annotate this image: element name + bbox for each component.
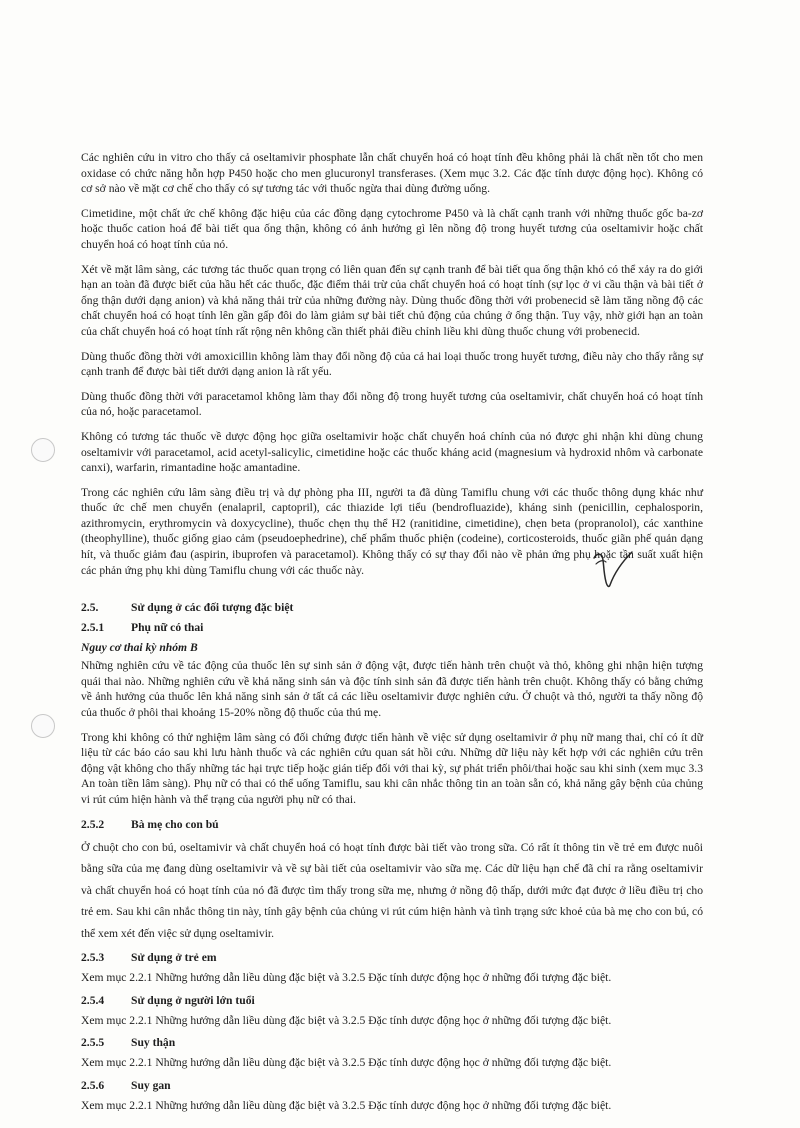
paragraph: Không có tương tác thuốc về dược động học giữa oseltamivir hoặc chất chuyển hoá chính của nó được ghi nhận khi dùng chung oseltamivir với paracetamol, acid acetyl-salicylic, cimetidine hoặc các thuốc kháng acid (magnesium và hydroxid nhôm và carbonate canxi), warfarin, rimantadine hoặc amantadine.: [81, 429, 703, 475]
section-title: Sử dụng ở các đối tượng đặc biệt: [131, 601, 294, 615]
section-heading-2-5-4: [81, 993, 703, 1009]
section-heading-2-5-3: [81, 950, 703, 966]
section-title: Phụ nữ có thai: [131, 621, 204, 635]
section-heading-2-5-2: [81, 817, 703, 833]
section-heading-2-5-1: [81, 620, 703, 636]
paragraph: Ở chuột cho con bú, oseltamivir và chất chuyển hoá có hoạt tính được bài tiết vào trong sữa. Có rất ít thông tin về trẻ em được nuôi bằng sữa của mẹ đang dùng oseltamivir và về sự bài tiết của oseltamivir vào sữa mẹ. Các dữ liệu hạn chế đã chỉ ra rằng oseltamivir và chất chuyển hoá có hoạt tính của nó đã được tìm thấy trong sữa mẹ, nhưng ở nồng độ thấp, dưới mức đạt được ở liều điều trị cho trẻ em. Sau khi cân nhắc thông tin này, tính gây bệnh của chủng vi rút cúm hiện hành và tình trạng sức khoẻ của bà mẹ cho con bú, có thể xem xét đến việc sử dụng oseltamivir.: [81, 840, 703, 940]
section-number: 2.5.: [81, 601, 99, 615]
paragraph: Các nghiên cứu in vitro cho thấy cả oseltamivir phosphate lẫn chất chuyển hoá có hoạt tính đều không phải là chất nền tốt cho men oxidase có chức năng hỗn hợp P450 hoặc cho men glucuronyl transferases. (Xem mục 3.2. Các đặc tính dược động học). Không có cơ sở nào về mặt cơ chế cho thấy có sự tương tác với thuốc ngừa thai dùng đường uống.: [81, 151, 703, 196]
pregnancy-category-subtitle: Nguy cơ thai kỳ nhóm B: [81, 641, 198, 655]
document-page: [81, 150, 703, 1120]
section-number: 2.5.4: [81, 993, 105, 1007]
paragraph: Xét về mặt lâm sàng, các tương tác thuốc quan trọng có liên quan đến sự cạnh tranh để bài tiết qua ống thận khó có thể xảy ra do giới hạn an toàn đã được biết của hầu hết các thuốc, đặc điểm thải trừ của chất chuyển hoá có hoạt tính (sự lọc ở vi cầu thận và bài tiết ở ống thận dưới dạng anion) và khả năng thải trừ của những đường này. Dùng thuốc đồng thời với probenecid sẽ làm tăng nồng độ các chất chuyển hoá có hoạt tính lên gần gấp đôi do làm giảm sự bài tiết chủ động của chúng ở ống thận. Tuy vậy, nhờ giới hạn an toàn của chất chuyển hoá có hoạt tính rất rộng nên không cần thiết phải điều chỉnh liều khi dùng thuốc chung với probenecid.: [81, 262, 703, 338]
paragraph: Dùng thuốc đồng thời với amoxicillin không làm thay đổi nồng độ của cả hai loại thuốc trong huyết tương, điều này cho thấy rằng sự cạnh tranh để được bài tiết dưới dạng anion là rất yếu.: [81, 349, 703, 379]
section-number: 2.5.6: [81, 1078, 105, 1092]
section-heading-2-5: [81, 600, 703, 616]
paragraph: Trong các nghiên cứu lâm sàng điều trị và dự phòng pha III, người ta đã dùng Tamiflu chung với các thuốc thông dụng khác như thuốc ức chế men chuyển (enalapril, captopril), các thiazide lợi tiểu (bendrofluazide), kháng sinh (penicillin, cephalosporin, azithromycin, erythromycin và doxycycline), thuốc chẹn thụ thể H2 (ranitidine, cimetidine), chẹn beta (propranolol), các xanthine (theophylline), thuốc giống giao cảm (pseudoephedrine), chế phẩm thuốc phiện (codeine), corticosteroids, thuốc giãn phế quản dạng hít, và thuốc giảm đau (aspirin, ibuprofen và paracetamol). Không thấy có sự thay đổi nào về phản ứng phụ hoặc tần suất xuất hiện các phản ứng phụ khi dùng Tamiflu chung với các thuốc này.: [81, 485, 703, 577]
section-number: 2.5.5: [81, 1036, 105, 1050]
section-title: Sử dụng ở người lớn tuổi: [131, 993, 255, 1007]
section-title: Sử dụng ở trẻ em: [131, 951, 217, 965]
section-title: Suy gan: [131, 1078, 171, 1092]
punch-hole-icon: [31, 438, 55, 462]
paragraph: Cimetidine, một chất ức chế không đặc hiệu của các đồng dạng cytochrome P450 và là chất cạnh tranh với những thuốc gốc ba-zơ hoặc thuốc cation hoá để bài tiết qua ống thận, không có ảnh hưởng gì lên nồng độ trong huyết tương của oseltamivir hoặc chất chuyển hoá có hoạt tính của nó.: [81, 206, 703, 251]
section-heading-2-5-6: [81, 1078, 703, 1094]
section-heading-2-5-5: [81, 1035, 703, 1051]
paragraph: Xem mục 2.2.1 Những hướng dẫn liều dùng đặc biệt và 3.2.5 Đặc tính dược động học ở những đối tượng đặc biệt.: [81, 1098, 612, 1112]
section-number: 2.5.3: [81, 951, 105, 965]
paragraph: Trong khi không có thử nghiệm lâm sàng có đối chứng được tiến hành về việc sử dụng oseltamivir ở phụ nữ mang thai, chỉ có ít dữ liệu từ các báo cáo sau khi lưu hành thuốc và các nghiên cứu quan sát hồi cứu. Những dữ liệu này kết hợp với các nghiên cứu trên động vật không cho thấy những tác hại trực tiếp hoặc gián tiếp đối với thai kỳ, sự phát triển phôi/thai hoặc sau khi sinh (xem mục 3.3 An toàn tiền lâm sàng). Phụ nữ có thai có thể uống Tamiflu, sau khi cân nhắc thông tin an toàn sẵn có, khả năng gây bệnh của chủng vi rút cúm hiện hành và thể trạng của người phụ nữ có thai.: [81, 730, 703, 806]
section-title: Bà mẹ cho con bú: [131, 817, 219, 831]
paragraph: Dùng thuốc đồng thời với paracetamol không làm thay đổi nồng độ trong huyết tương của oseltamivir, chất chuyển hoá có hoạt tính của nó, hoặc paracetamol.: [81, 389, 703, 419]
section-number: 2.5.1: [81, 621, 105, 635]
section-title: Suy thận: [131, 1036, 176, 1050]
section-number: 2.5.2: [81, 817, 105, 831]
paragraph: Xem mục 2.2.1 Những hướng dẫn liều dùng đặc biệt và 3.2.5 Đặc tính dược động học ở những đối tượng đặc biệt.: [81, 1056, 612, 1070]
punch-hole-icon: [31, 714, 55, 738]
paragraph: Những nghiên cứu về tác động của thuốc lên sự sinh sản ở động vật, được tiến hành trên chuột và thỏ, không ghi nhận hiện tượng quái thai nào. Những nghiên cứu về khả năng sinh sản và độc tính sinh sản đã được tiến hành trên chuột. Không thấy có bằng chứng về ảnh hưởng của thuốc lên khả năng sinh sản ở tất cả các liều oseltamivir được nghiên cứu. Ở chuột và thỏ, người ta thấy nồng độ của thuốc ở phôi thai khoảng 15-20% nồng độ thuốc của thú mẹ.: [81, 659, 703, 720]
paragraph: Xem mục 2.2.1 Những hướng dẫn liều dùng đặc biệt và 3.2.5 Đặc tính dược động học ở những đối tượng đặc biệt.: [81, 971, 612, 985]
paragraph: Xem mục 2.2.1 Những hướng dẫn liều dùng đặc biệt và 3.2.5 Đặc tính dược động học ở những đối tượng đặc biệt.: [81, 1013, 612, 1027]
